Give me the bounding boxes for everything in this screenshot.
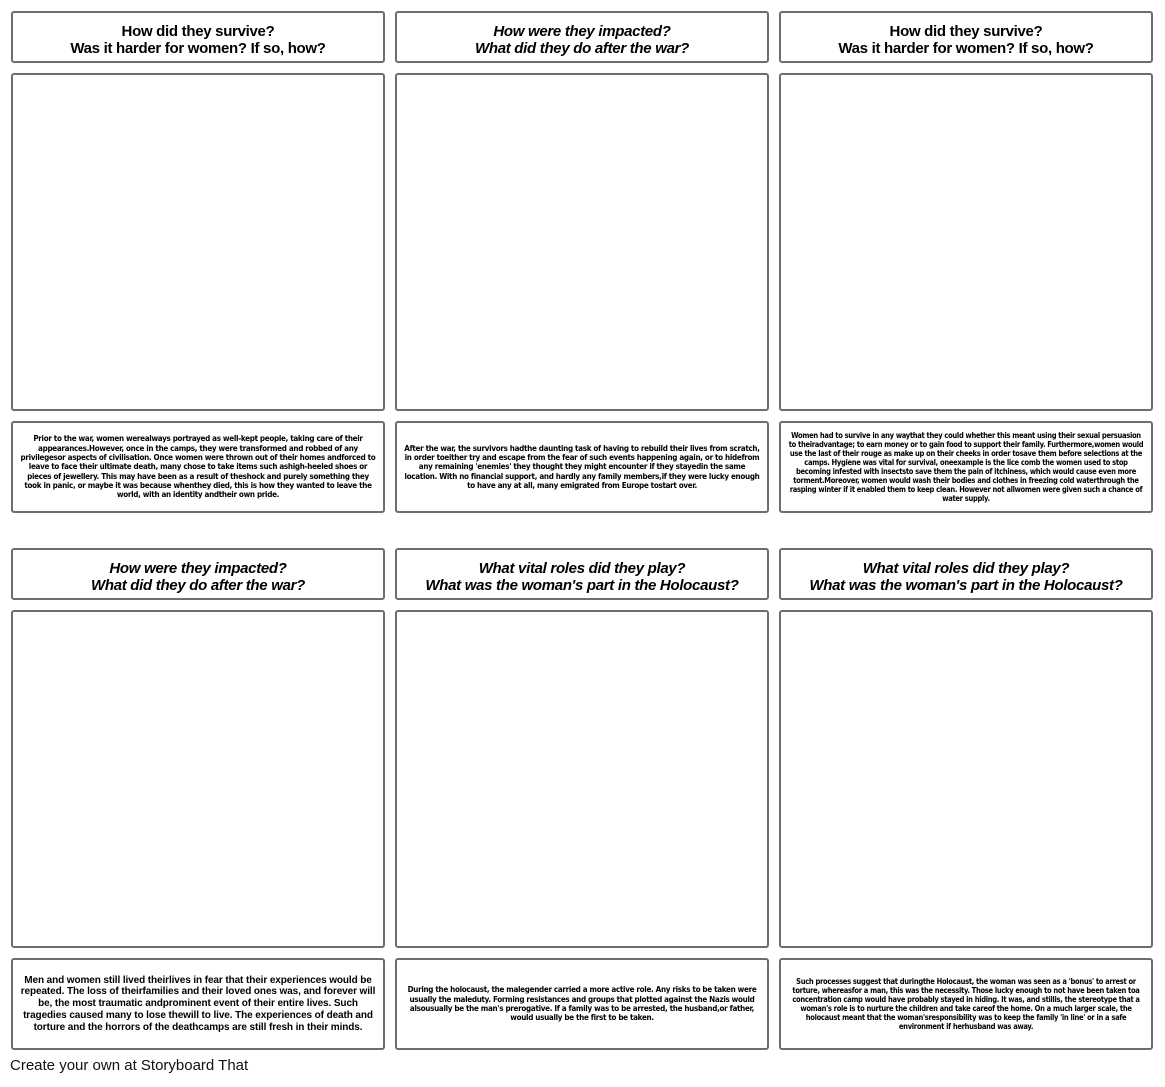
panel-2-title-line2: What did they do after the war? <box>474 40 690 57</box>
panel-3-title-line2: Was it harder for women? If so, how? <box>838 40 1094 57</box>
panel-3-cell[interactable] <box>779 73 1153 411</box>
panel-3-title-line1: How did they survive? <box>889 23 1043 40</box>
panel-4-title-line1: How were they impacted? <box>109 560 287 577</box>
panel-5-description-text: During the holocaust, the malegender carried a more active role. Any risks to be taken were usually the maleduty. Forming resistances and groups that plotted against the Nazis would alsousually be the man's prerogative. If a family was to be arrested, the husband,or father, would usually be the first to be taken. <box>407 985 757 1023</box>
panel-4-title-line2: What did they do after the war? <box>90 577 306 594</box>
panel-6-title <box>779 548 1153 600</box>
panel-1-cell[interactable] <box>11 73 385 411</box>
panel-4-description <box>11 958 385 1050</box>
panel-4-title <box>11 548 385 600</box>
panel-6-description-text: Such processes suggest that duringthe Holocaust, the woman was seen as a 'bonus' to arrest or torture, whereasfor a man, this was the necessity. Those lucky enough to not have been taken toa concentration camp would have probably stayed in hiding. It was, and stillis, the stereotype that a woman's role is to nurture the children and take careof the home. On a much larger scale, the holocaust meant that the woman'sresponsibility was to keep the family 'in line' or in a safe environment if herhusband was away. <box>792 976 1140 1032</box>
panel-2-title <box>395 11 769 63</box>
panel-5-description <box>395 958 769 1050</box>
panel-2-description-text: After the war, the survivors hadthe daunting task of having to rebuild their lives from scratch, in order toeither try and escape from the fear of such events happening again, or to hidefrom any remaining 'enemies' they thought they might encounter if they stayedin the same location. With no financial support, and hardly any family members,if they were lucky enough to have any at all, many emigrated from Europe tostart over. <box>404 443 760 490</box>
panel-2-title-line1: How were they impacted? <box>493 23 671 40</box>
panel-5-cell[interactable] <box>395 610 769 948</box>
panel-3-title <box>779 11 1153 63</box>
panel-5-title-line1: What vital roles did they play? <box>478 560 686 577</box>
panel-4-description-text: Men and women still lived theirlives in fear that their experiences would be repeated. The loss of theirfamilies and their loved ones was, and forever will be, the most traumatic andprominent event of their entire lives. Such tragedies caused many to lose thewill to live. The experiences of death and torture and the horrors of the deathcamps are still fresh in their minds. <box>20 974 376 1033</box>
panel-6-title-line1: What vital roles did they play? <box>862 560 1070 577</box>
panel-3-description <box>779 421 1153 513</box>
panel-6-cell[interactable] <box>779 610 1153 948</box>
panel-1-title-line2: Was it harder for women? If so, how? <box>70 40 326 57</box>
panel-2-description <box>395 421 769 513</box>
panel-5-title-line2: What was the woman's part in the Holocaust? <box>425 577 739 594</box>
panel-5-title <box>395 548 769 600</box>
panel-4-cell[interactable] <box>11 610 385 948</box>
panel-1-description-text: Prior to the war, women werealways portrayed as well-kept people, taking care of their appearances.However, once in the camps, they were transformed and robbed of any privilegesor aspects of civilisation. Once women were thrown out of their homes andforced to leave to face their ultimate death, many chose to take items such ashigh-heeled shoes or pieces of jewellery. This may have been as a result of theshock and purely something they took in panic, or maybe it was because whenthey died, this is how they wanted to leave the world, with an identity andtheir own pride. <box>20 434 376 500</box>
panel-6-description <box>779 958 1153 1050</box>
panel-1-title-line1: How did they survive? <box>121 23 275 40</box>
footer-link[interactable]: Create your own at Storyboard That <box>10 1057 249 1074</box>
panel-1-title <box>11 11 385 63</box>
panel-6-title-line2: What was the woman's part in the Holocaust? <box>809 577 1123 594</box>
panel-2-cell[interactable] <box>395 73 769 411</box>
panel-3-description-text: Women had to survive in any waythat they could whether this meant using their sexual persuasion to theiradvantage; to earn money or to gain food to support their family. Furthermore,women would use the last of their rouge as make up on their cheeks in order tosave them before selections at the camps. Hygiene was vital for survival, oneexample is the lice comb the women used to stop becoming infested with insectsto save them the pain of itchiness, which would cause even more torment.Moreover, women would wash their bodies and clothes in freezing cold waterthrough the rasping winter if it enabled them to keep clean. However not allwomen were given such a chance of water supply. <box>788 430 1144 504</box>
panel-1-description <box>11 421 385 513</box>
